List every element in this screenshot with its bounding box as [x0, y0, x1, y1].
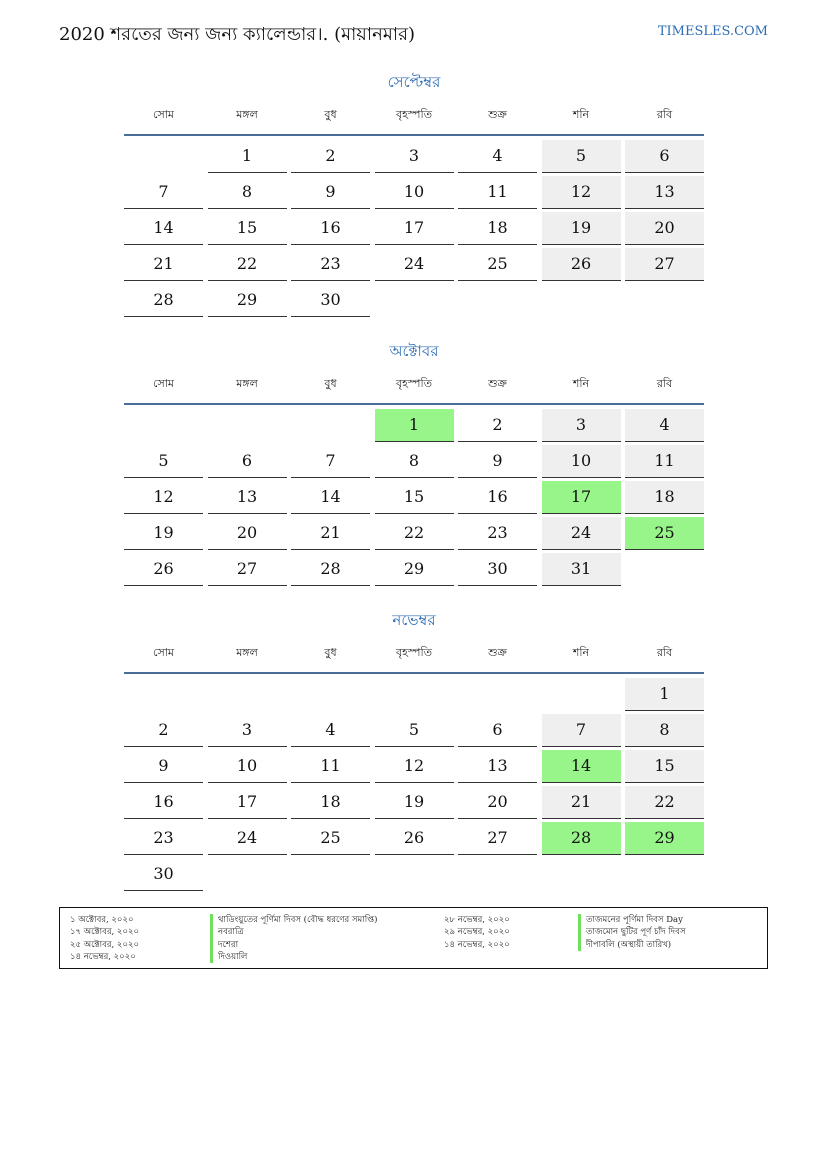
legend-date: ১৪ নভেম্বর, ২০২০ [444, 939, 510, 950]
week-row [124, 553, 704, 589]
weekday-label: বৃহস্পতি [396, 376, 432, 390]
empty-day-cell [625, 284, 704, 316]
week-row [124, 409, 704, 445]
weekday-label: মঙ্গল [236, 645, 258, 659]
week-row [124, 678, 704, 714]
day-cell: 19 [124, 517, 203, 550]
day-cell: 23 [124, 822, 203, 855]
legend-holiday: দীপাবলি (অস্থায়ী তারিখ) [578, 939, 686, 951]
day-cell: 30 [124, 858, 203, 891]
weekend-day-cell: 21 [542, 786, 621, 819]
day-cell: 15 [208, 212, 287, 245]
week-row [124, 714, 704, 750]
day-cell: 4 [458, 140, 537, 173]
day-cell: 28 [291, 553, 370, 586]
day-cell: 29 [208, 284, 287, 317]
empty-day-cell [542, 678, 621, 710]
brand-link[interactable]: TIMESLES.COM [657, 24, 768, 39]
weekday-header-row [124, 365, 704, 403]
week-row [124, 786, 704, 822]
empty-day-cell [291, 678, 370, 710]
weekday-label: শনি [572, 107, 590, 121]
day-cell: 24 [375, 248, 454, 281]
day-cell: 18 [458, 212, 537, 245]
day-cell: 12 [375, 750, 454, 783]
day-cell: 15 [375, 481, 454, 514]
day-cell: 22 [208, 248, 287, 281]
weekday-label: বুধ [324, 645, 337, 659]
empty-day-cell [458, 284, 537, 316]
weekday-label: সোম [152, 107, 175, 121]
week-row [124, 858, 704, 894]
weekday-label: শনি [572, 645, 590, 659]
week-row [124, 140, 704, 176]
week-row [124, 750, 704, 786]
week-row [124, 481, 704, 517]
header-divider [124, 672, 704, 674]
weekend-day-cell: 26 [542, 248, 621, 281]
day-cell: 2 [291, 140, 370, 173]
day-cell: 8 [208, 176, 287, 209]
day-cell: 5 [124, 445, 203, 478]
month-title: সেপ্টেম্বর [387, 73, 441, 91]
holiday-day-cell: 28 [542, 822, 621, 855]
day-cell: 17 [375, 212, 454, 245]
weekday-label: মঙ্গল [236, 376, 258, 390]
empty-day-cell [458, 858, 537, 890]
holiday-day-cell: 14 [542, 750, 621, 783]
holiday-legend [59, 907, 768, 969]
page-title: 2020 শরতের জন্য জন্য ক্যালেন্ডার।. (মায়ানমার) [59, 24, 416, 45]
legend-date: ২৮ নভেম্বর, ২০২০ [444, 915, 510, 925]
day-cell: 20 [458, 786, 537, 819]
week-row [124, 284, 704, 320]
weekday-label: রবি [656, 107, 673, 121]
weekday-label: শুক্র [488, 107, 507, 121]
weekend-day-cell: 20 [625, 212, 704, 245]
week-row [124, 212, 704, 248]
day-cell: 3 [208, 714, 287, 747]
month-november [124, 606, 704, 894]
week-row [124, 176, 704, 212]
day-cell: 17 [208, 786, 287, 819]
weekday-label: রবি [656, 645, 673, 659]
day-cell: 1 [208, 140, 287, 173]
legend-holiday: নবরাত্রি [210, 926, 377, 938]
empty-day-cell [458, 678, 537, 710]
empty-day-cell [124, 678, 203, 710]
legend-holiday: দশেরা [210, 939, 377, 951]
day-cell: 2 [458, 409, 537, 442]
day-cell: 14 [124, 212, 203, 245]
day-cell: 21 [291, 517, 370, 550]
day-cell: 6 [458, 714, 537, 747]
day-cell: 16 [458, 481, 537, 514]
weekend-day-cell: 10 [542, 445, 621, 478]
day-cell: 25 [291, 822, 370, 855]
weekend-day-cell: 11 [625, 445, 704, 478]
day-cell: 13 [458, 750, 537, 783]
day-cell: 28 [124, 284, 203, 317]
empty-day-cell [291, 409, 370, 441]
legend-date: ২৫ অক্টোবর, ২০২০ [70, 939, 140, 950]
weekday-label: সোম [152, 645, 175, 659]
day-cell: 10 [208, 750, 287, 783]
day-cell: 7 [291, 445, 370, 478]
weekend-day-cell: 24 [542, 517, 621, 550]
legend-holiday: তাজমোন ছুটির পূর্ণ চাঁদ দিবস [578, 926, 686, 938]
weekend-day-cell: 27 [625, 248, 704, 281]
day-cell: 29 [375, 553, 454, 586]
legend-date: ১ অক্টোবর, ২০২০ [70, 915, 134, 925]
weekend-day-cell: 5 [542, 140, 621, 173]
weekday-label: বুধ [324, 107, 337, 121]
week-row [124, 248, 704, 284]
weekend-day-cell: 6 [625, 140, 704, 173]
day-cell: 23 [458, 517, 537, 550]
day-cell: 11 [291, 750, 370, 783]
day-cell: 27 [458, 822, 537, 855]
weekend-day-cell: 13 [625, 176, 704, 209]
empty-day-cell [542, 858, 621, 890]
weekday-label: মঙ্গল [236, 107, 258, 121]
day-cell: 20 [208, 517, 287, 550]
empty-day-cell [208, 678, 287, 710]
weekday-label: শনি [572, 376, 590, 390]
weekend-day-cell: 8 [625, 714, 704, 747]
day-cell: 26 [375, 822, 454, 855]
day-cell: 23 [291, 248, 370, 281]
day-cell: 6 [208, 445, 287, 478]
weekend-day-cell: 1 [625, 678, 704, 711]
weekend-day-cell: 3 [542, 409, 621, 442]
header-divider [124, 134, 704, 136]
empty-day-cell [625, 858, 704, 890]
week-row [124, 822, 704, 858]
day-cell: 2 [124, 714, 203, 747]
legend-dates-left [70, 914, 139, 963]
empty-day-cell [124, 140, 203, 172]
empty-day-cell [124, 409, 203, 441]
legend-date: ১৭ অক্টোবর, ২০২০ [70, 927, 140, 938]
holiday-day-cell: 17 [542, 481, 621, 514]
weekend-day-cell: 18 [625, 481, 704, 514]
legend-names-left [210, 914, 377, 963]
day-cell: 18 [291, 786, 370, 819]
weekday-label: বুধ [324, 376, 337, 390]
legend-date: ২৯ নভেম্বর, ২০২০ [444, 927, 510, 938]
empty-day-cell [375, 858, 454, 890]
day-cell: 5 [375, 714, 454, 747]
day-cell: 3 [375, 140, 454, 173]
weekend-day-cell: 7 [542, 714, 621, 747]
empty-day-cell [208, 409, 287, 441]
day-cell: 11 [458, 176, 537, 209]
week-row [124, 445, 704, 481]
weekday-label: শুক্র [488, 376, 507, 390]
day-cell: 27 [208, 553, 287, 586]
day-cell: 16 [124, 786, 203, 819]
day-cell: 21 [124, 248, 203, 281]
legend-holiday: দিওয়ালি [210, 951, 377, 963]
header-divider [124, 403, 704, 405]
weekend-day-cell: 4 [625, 409, 704, 442]
weekday-header-row [124, 96, 704, 134]
day-cell: 10 [375, 176, 454, 209]
empty-day-cell [375, 678, 454, 710]
weekend-day-cell: 19 [542, 212, 621, 245]
day-cell: 24 [208, 822, 287, 855]
legend-holiday: থাডিংয়ুতের পূর্ণিমা দিবস (বৌদ্ধ ধরণের সমাপ্তি) [210, 914, 377, 926]
day-cell: 7 [124, 176, 203, 209]
day-cell: 22 [375, 517, 454, 550]
month-september [124, 68, 704, 320]
day-cell: 30 [291, 284, 370, 317]
day-cell: 9 [291, 176, 370, 209]
week-row [124, 517, 704, 553]
day-cell: 14 [291, 481, 370, 514]
weekend-day-cell: 12 [542, 176, 621, 209]
month-october [124, 337, 704, 589]
weekday-label: সোম [152, 376, 175, 390]
day-cell: 26 [124, 553, 203, 586]
month-title: অক্টোবর [389, 342, 439, 360]
empty-day-cell [208, 858, 287, 890]
weekday-label: বৃহস্পতি [396, 107, 432, 121]
empty-day-cell [542, 284, 621, 316]
empty-day-cell [375, 284, 454, 316]
empty-day-cell [625, 553, 704, 585]
holiday-day-cell: 1 [375, 409, 454, 442]
day-cell: 25 [458, 248, 537, 281]
weekend-day-cell: 31 [542, 553, 621, 586]
weekend-day-cell: 15 [625, 750, 704, 783]
day-cell: 19 [375, 786, 454, 819]
weekday-header-row [124, 634, 704, 672]
day-cell: 9 [458, 445, 537, 478]
legend-holiday: তাজমনের পূর্ণিমা দিবস Day [578, 914, 686, 926]
weekday-label: শুক্র [488, 645, 507, 659]
day-cell: 4 [291, 714, 370, 747]
legend-names-right [578, 914, 686, 951]
day-cell: 30 [458, 553, 537, 586]
day-cell: 16 [291, 212, 370, 245]
month-title: নভেম্বর [392, 611, 436, 629]
day-cell: 13 [208, 481, 287, 514]
day-cell: 12 [124, 481, 203, 514]
legend-dates-right [444, 914, 510, 951]
day-cell: 8 [375, 445, 454, 478]
holiday-day-cell: 29 [625, 822, 704, 855]
day-cell: 9 [124, 750, 203, 783]
weekend-day-cell: 22 [625, 786, 704, 819]
weekday-label: বৃহস্পতি [396, 645, 432, 659]
holiday-day-cell: 25 [625, 517, 704, 550]
empty-day-cell [291, 858, 370, 890]
weekday-label: রবি [656, 376, 673, 390]
legend-date: ১৪ নভেম্বর, ২০২০ [70, 951, 136, 962]
